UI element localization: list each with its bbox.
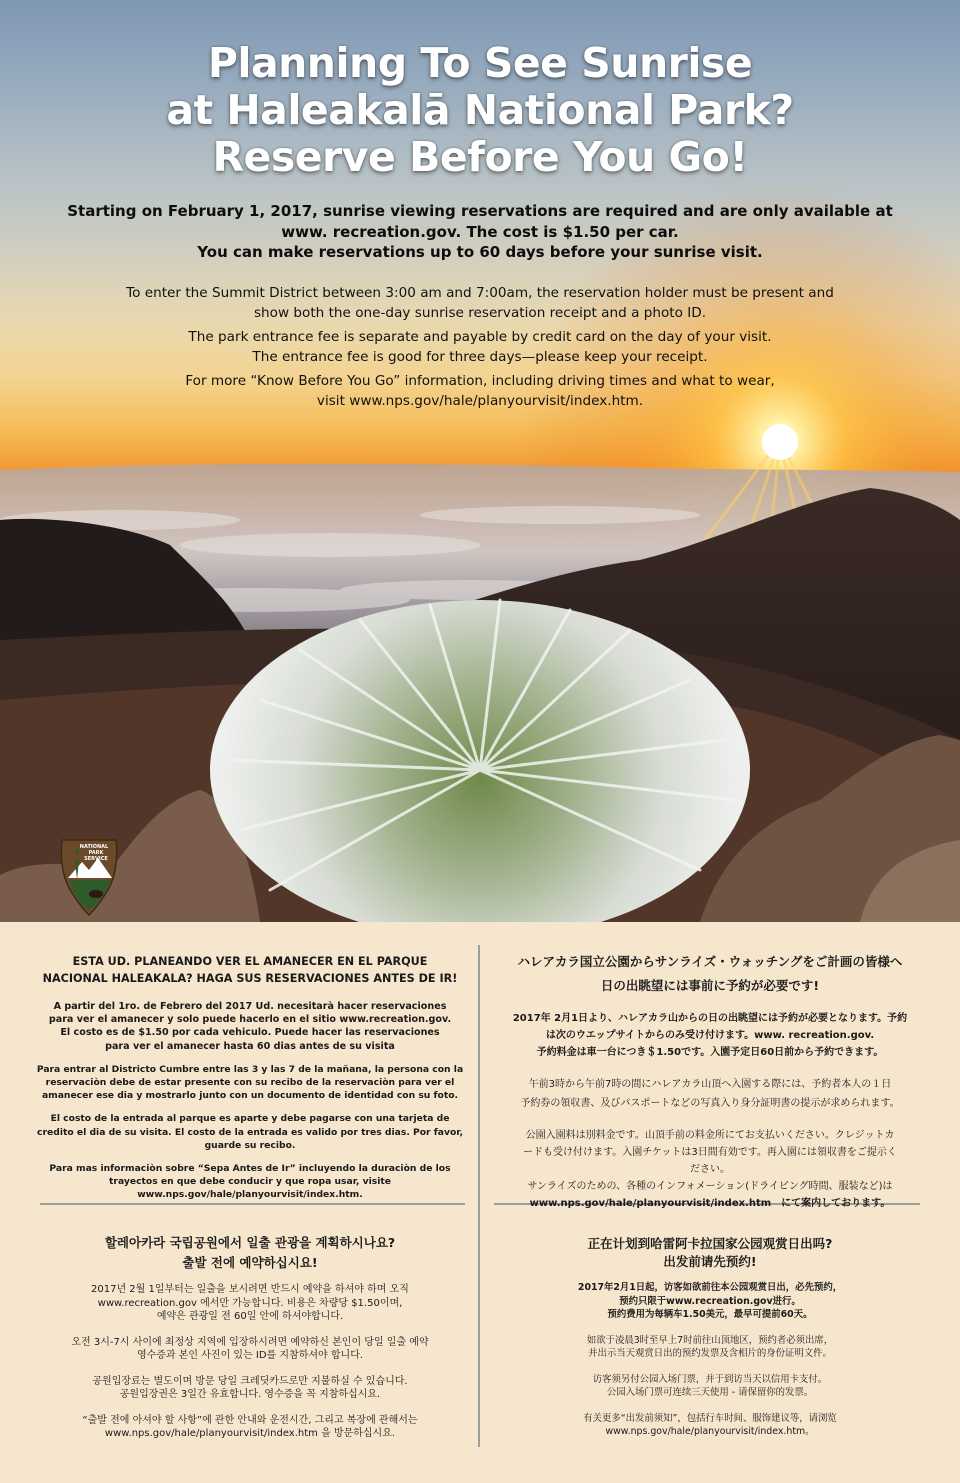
- text-line: 2017년 2월 1일부터는 일출을 보시려면 반드시 예약을 하셔야 하며 오직: [91, 1284, 409, 1295]
- japanese-title: [490, 950, 930, 998]
- more-line-2: visit www.nps.gov/hale/planyourvisit/index.htm.: [316, 392, 644, 409]
- logo-text-2: PARK: [88, 850, 104, 856]
- text-line: 영수증과 본인 사진이 있는 ID를 지참하셔야 합니다.: [136, 1350, 364, 1361]
- text-line: 2017年 2月1日より、ハレアカラ山からの日の出眺望には予約が必要となります。予約: [512, 1013, 908, 1024]
- chinese-paragraph-3: [490, 1373, 930, 1400]
- japanese-paragraph-3: [490, 1127, 930, 1212]
- text-line: サンライズのための、各種のインフォメーション(ドライビング時間、服装など)は: [527, 1181, 893, 1192]
- korean-title: [30, 1233, 470, 1273]
- text-line: www.nps.gov/hale/planyourvisit/index.htm 을 방문하십시요.: [104, 1428, 396, 1439]
- japanese-section: [490, 950, 930, 1212]
- summit-line-2: show both the one-day sunrise reservation receipt and a photo ID.: [253, 304, 707, 321]
- text-line: 有关更多“出发前须知”，包括行车时间、服饰建议等，请浏览: [583, 1412, 837, 1424]
- text-line: 2017年2月1日起，访客如欲前往本公园观赏日出，必先预约，: [577, 1282, 843, 1293]
- spanish-paragraph-2: [30, 1063, 470, 1103]
- spanish-title-line: NACIONAL HALEAKALA? HAGA SUS RESERVACIONES ANTES DE IR!: [42, 972, 458, 985]
- spanish-section: [30, 953, 470, 1202]
- korean-paragraph-2: [30, 1336, 470, 1363]
- intro-line-3: You can make reservations up to 60 days before your sunrise visit.: [197, 243, 763, 261]
- text-line: Para mas informaciòn sobre “Sepa Antes de Ir” incluyendo la duraciòn de los: [49, 1163, 451, 1175]
- headline: [0, 40, 960, 181]
- more-info: [40, 372, 920, 411]
- japanese-title-line: 日の出眺望には事前に予約が必要です!: [600, 978, 820, 993]
- text-line: は次のウエップサイトからのみ受け付けます。www. recreation.gov.: [545, 1030, 875, 1041]
- text-line: 公园入场门票可连续三天使用 - 请保留你的发票。: [606, 1387, 814, 1398]
- logo-text-1: NATIONAL: [79, 844, 109, 850]
- text-line: credito el dia de su visita. El costo de la entrada es valido por tres dias. Por favor,: [37, 1126, 463, 1138]
- korean-paragraph-1: [30, 1283, 470, 1324]
- text-line: reservaciòn debe de estar presente con su recibo de la reservaciòn para ver el: [45, 1077, 455, 1089]
- text-line: 예약은 관광일 전 60일 안에 하셔야합니다.: [156, 1311, 344, 1322]
- nps-arrowhead-logo: [58, 838, 120, 916]
- text-line: 공원입장료는 별도이며 방문 당일 크레딧카드로만 지불하실 수 있습니다.: [92, 1375, 408, 1387]
- fee-line-2: The entrance fee is good for three days—please keep your receipt.: [252, 348, 708, 365]
- korean-section: [30, 1233, 470, 1441]
- headline-line-3: Reserve Before You Go!: [212, 133, 748, 181]
- text-line: 공원입장권은 3일간 유효합니다. 영수증을 꼭 지참하십시요.: [119, 1389, 381, 1400]
- text-line: A partir del 1ro. de Febrero del 2017 Ud. necesitarà hacer reservaciones: [53, 1001, 447, 1012]
- text-line: www.recreation.gov 에서만 가능합니다. 비용은 차량당 $1.50이며,: [97, 1297, 403, 1309]
- text-line: 如欲于凌晨3时至早上7时前往山顶地区，预约者必须出席，: [586, 1334, 834, 1346]
- japanese-paragraph-2: [490, 1075, 930, 1113]
- text-line: ードも受け付けます。入園チケットは3日間有効です。再入園には領収書をご提示く: [523, 1147, 897, 1158]
- text-line: 오전 3시-7시 사이에 최정상 지역에 입장하시려면 예약하신 본인이 당일 일출 예약: [71, 1336, 429, 1348]
- chinese-title-line: 出发前请先预约!: [663, 1254, 757, 1269]
- more-line-1: For more “Know Before You Go” information, including driving times and what to wear,: [185, 373, 775, 389]
- text-line: 公園入園料は別料金です。山頂手前の料金所にてお支払いください。クレジットカ: [525, 1130, 895, 1141]
- text-line: guarde su recibo.: [204, 1139, 296, 1151]
- text-line: www.nps.gov/hale/planyourvisit/index.htm。: [605, 1426, 815, 1437]
- fee-info: [40, 328, 920, 367]
- text-line: 预约只限于www.recreation.gov进行。: [619, 1295, 801, 1307]
- intro-notice: [40, 201, 920, 263]
- korean-title-line: 출발 전에 예약하십시요!: [182, 1255, 318, 1270]
- text-line: El costo es de $1.50 por cada vehiculo. Puede hacer las reservaciones: [60, 1027, 440, 1039]
- spanish-paragraph-3: [30, 1112, 470, 1152]
- headline-line-2: at Haleakalā National Park?: [166, 86, 794, 134]
- text-line: trayectos en que debe conducir y que ropa usar, visite: [109, 1176, 391, 1188]
- text-line: para ver el amanecer hasta 60 dias antes de su visita: [105, 1040, 395, 1052]
- chinese-paragraph-1: [490, 1281, 930, 1322]
- spanish-paragraph-1: [30, 1000, 470, 1053]
- spanish-title: [30, 953, 470, 987]
- spanish-paragraph-4: [30, 1162, 470, 1202]
- japanese-paragraph-1: [490, 1010, 930, 1061]
- text-line: El costo de la entrada al parque es aparte y debe pagarse con una tarjeta de: [50, 1113, 450, 1125]
- vertical-divider: [478, 945, 480, 1447]
- text-line: 访客须另付公园入场门票，并于到访当天以信用卡支付。: [592, 1373, 828, 1385]
- summit-info: [40, 284, 920, 323]
- spanish-title-line: ESTA UD. PLANEANDO VER EL AMANECER EN EL PARQUE: [72, 955, 428, 968]
- korean-paragraph-3: [30, 1375, 470, 1402]
- chinese-title-line: 正在计划到哈雷阿卡拉国家公园观赏日出吗?: [587, 1236, 833, 1251]
- text-line: 予約券の領収書、及びパスポートなどの写真入り身分証明書の提示が求められます。: [520, 1098, 900, 1109]
- text-line: 午前3時から午前7時の間にハレアカラ山頂へ入園する際には、予約者本人の１日: [528, 1079, 892, 1090]
- text-line: ださい。: [690, 1164, 730, 1175]
- chinese-paragraph-4: [490, 1412, 930, 1439]
- japanese-title-line: ハレアカラ国立公園からサンライズ・ウォッチングをご計画の皆様へ: [517, 954, 903, 969]
- fee-line-1: The park entrance fee is separate and payable by credit card on the day of your visit.: [188, 329, 772, 345]
- text-line: 予約料金は車一台につき＄1.50です。入園予定日60日前から予約できます。: [536, 1047, 884, 1058]
- text-line: www.nps.gov/hale/planyourvisit/index.htm.: [137, 1189, 363, 1201]
- intro-line-1: Starting on February 1, 2017, sunrise viewing reservations are required and are only available at: [67, 202, 893, 220]
- text-line: Para entrar al Districto Cumbre entre las 3 y las 7 de la mañana, la persona con la: [36, 1063, 464, 1075]
- text-line: 预约费用为每辆车1.50美元，最早可提前60天。: [607, 1309, 813, 1320]
- text-line: www.nps.gov/hale/planyourvisit/index.htm にて案内しております。: [529, 1198, 891, 1209]
- intro-line-2: www. recreation.gov. The cost is $1.50 per car.: [281, 222, 679, 241]
- text-line: amanecer ese dia y mostrarlo junto con un documento de identidad con su foto.: [41, 1090, 459, 1102]
- text-line: 并出示当天观赏日出的预约发票及含相片的身份证明文件。: [588, 1348, 832, 1359]
- korean-title-line: 할레아카라 국립공원에서 일출 관광을 계획하시나요?: [104, 1235, 396, 1250]
- korean-paragraph-4: [30, 1414, 470, 1441]
- left-horizontal-divider: [40, 1203, 465, 1205]
- summit-line-1: To enter the Summit District between 3:00 am and 7:00am, the reservation holder must be present and: [126, 285, 834, 301]
- text-line: para ver el amanecer y solo puede hacerlo en el sitio www.recreation.gov.: [48, 1014, 452, 1026]
- chinese-title: [490, 1235, 930, 1271]
- logo-text-3: SERVICE: [84, 856, 108, 862]
- text-line: “출발 전에 아셔야 할 사항”에 관한 안내와 운전시간, 그리고 복장에 관해서는: [82, 1414, 418, 1426]
- chinese-section: [490, 1235, 930, 1439]
- headline-line-1: Planning To See Sunrise: [207, 39, 753, 87]
- chinese-paragraph-2: [490, 1334, 930, 1361]
